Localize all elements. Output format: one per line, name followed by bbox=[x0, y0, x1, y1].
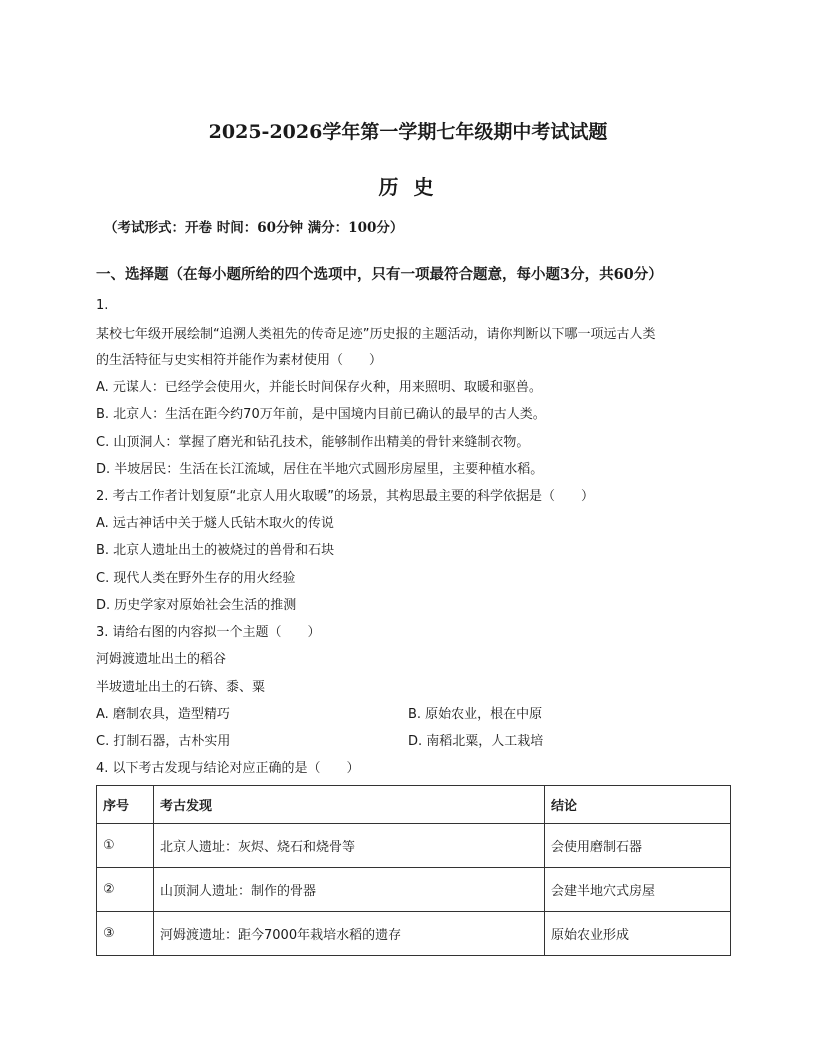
table-cell-index: ② bbox=[97, 868, 154, 912]
q2-stem: 2. 考古工作者计划复原“北京人用火取暖”的场景，其构思最主要的科学依据是（ ） bbox=[96, 489, 595, 504]
table-cell-index: ③ bbox=[97, 912, 154, 956]
q1-option-c: C. 山顶洞人：掌握了磨光和钻孔技术，能够制作出精美的骨针来缝制衣物。 bbox=[96, 435, 530, 450]
q1-stem-line2: 的生活特征与史实相符并能作为素材使用（ ） bbox=[96, 353, 383, 368]
q1-stem-line1: 某校七年级开展绘制“追溯人类祖先的传奇足迹”历史报的主题活动，请你判断以下哪一项远古人类 bbox=[96, 327, 656, 342]
q3-option-d: D. 南稻北粟，人工栽培 bbox=[408, 734, 544, 749]
exam-info: （考试形式：开卷 时间：60分钟 满分：100分） bbox=[104, 220, 404, 236]
q1-option-b: B. 北京人：生活在距今约70万年前，是中国境内目前已确认的最早的古人类。 bbox=[96, 407, 546, 422]
exam-title: 2025-2026学年第一学期七年级期中考试试题 bbox=[208, 121, 608, 143]
q2-option-d: D. 历史学家对原始社会生活的推测 bbox=[96, 598, 297, 613]
q3-material-line1: 河姆渡遗址出土的稻谷 bbox=[96, 652, 227, 667]
q2-option-b: B. 北京人遗址出土的被烧过的兽骨和石块 bbox=[96, 543, 335, 558]
table-cell-index: ① bbox=[97, 824, 154, 868]
table-cell-conclusion: 会建半地穴式房屋 bbox=[545, 868, 731, 912]
q3-material-line2: 半坡遗址出土的石锛、黍、粟 bbox=[96, 680, 266, 695]
q3-option-b: B. 原始农业，根在中原 bbox=[408, 707, 543, 722]
table-cell-discovery: 山顶洞人遗址：制作的骨器 bbox=[154, 868, 545, 912]
q1-option-a: A. 元谋人：已经学会使用火，并能长时间保存火种，用来照明、取暖和驱兽。 bbox=[96, 380, 542, 395]
table-header-index: 序号 bbox=[97, 786, 154, 824]
table-row bbox=[97, 912, 731, 956]
q1-option-d: D. 半坡居民：生活在长江流域，居住在半地穴式圆形房屋里，主要种植水稻。 bbox=[96, 462, 544, 477]
subject-title: 历 史 bbox=[378, 175, 438, 199]
table-cell-conclusion: 原始农业形成 bbox=[545, 912, 731, 956]
q3-option-c: C. 打制石器，古朴实用 bbox=[96, 734, 231, 749]
q4-table bbox=[96, 785, 731, 956]
table-row bbox=[97, 868, 731, 912]
table-header-discovery: 考古发现 bbox=[154, 786, 545, 824]
q3-option-a: A. 磨制农具，造型精巧 bbox=[96, 707, 230, 722]
table-header-row bbox=[97, 786, 731, 824]
q2-option-a: A. 远古神话中关于燧人氏钻木取火的传说 bbox=[96, 516, 334, 531]
q4-stem: 4. 以下考古发现与结论对应正确的是（ ） bbox=[96, 761, 360, 776]
section-heading: 一、选择题（在每小题所给的四个选项中，只有一项最符合题意，每小题3分，共60分） bbox=[96, 266, 663, 283]
table-header-conclusion: 结论 bbox=[545, 786, 731, 824]
table-cell-conclusion: 会使用磨制石器 bbox=[545, 824, 731, 868]
q1-number: 1. bbox=[96, 298, 109, 313]
table-cell-discovery: 北京人遗址：灰烬、烧石和烧骨等 bbox=[154, 824, 545, 868]
q3-stem: 3. 请给右图的内容拟一个主题（ ） bbox=[96, 625, 321, 640]
q2-option-c: C. 现代人类在野外生存的用火经验 bbox=[96, 571, 296, 586]
table-row bbox=[97, 824, 731, 868]
table-cell-discovery: 河姆渡遗址：距今7000年栽培水稻的遗存 bbox=[154, 912, 545, 956]
